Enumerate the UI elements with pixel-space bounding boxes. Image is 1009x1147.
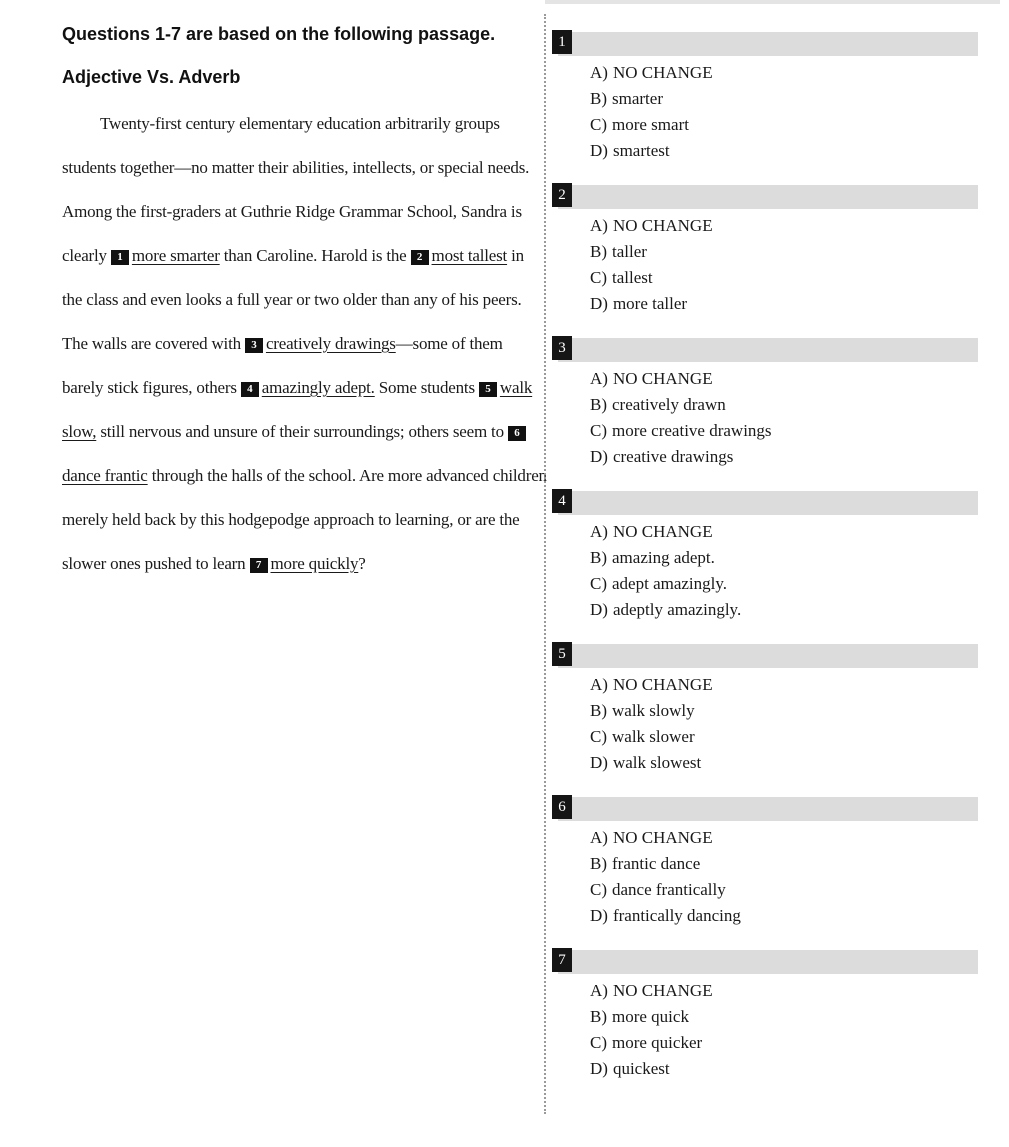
choice-text: NO CHANGE	[612, 522, 713, 541]
answer-choice-a[interactable]	[590, 825, 741, 851]
choice-letter: D)	[590, 600, 608, 619]
choice-text: adept amazingly.	[612, 574, 728, 593]
question-header-bar	[558, 644, 978, 668]
answer-choice-b[interactable]	[590, 851, 741, 877]
answer-choice-b[interactable]	[590, 545, 741, 571]
answer-choice-d[interactable]	[590, 444, 772, 470]
answer-choice-c[interactable]	[590, 418, 772, 444]
choice-text: NO CHANGE	[612, 63, 713, 82]
choice-letter: B)	[590, 395, 607, 414]
passage-segment: ?	[358, 554, 366, 573]
underlined-phrase-2: most tallest	[431, 246, 508, 265]
answer-choices	[590, 519, 741, 623]
question-marker-7: 7	[250, 558, 268, 573]
choice-letter: B)	[590, 548, 607, 567]
answer-choice-c[interactable]	[590, 112, 713, 138]
question-marker-6: 6	[508, 426, 526, 441]
question-header-bar	[558, 491, 978, 515]
choice-text: frantically dancing	[612, 906, 741, 925]
question-header-bar	[558, 338, 978, 362]
answer-choice-c[interactable]	[590, 724, 713, 750]
choice-text: creative drawings	[612, 447, 734, 466]
choice-text: more smart	[612, 115, 689, 134]
question-number: 6	[552, 795, 572, 819]
answer-choice-a[interactable]	[590, 978, 713, 1004]
underlined-phrase-3: creatively drawings	[265, 334, 396, 353]
top-shading	[545, 0, 1000, 4]
choice-text: more quick	[612, 1007, 689, 1026]
question-number: 1	[552, 30, 572, 54]
answer-choices	[590, 213, 713, 317]
answer-choice-a[interactable]	[590, 60, 713, 86]
answer-choice-d[interactable]	[590, 903, 741, 929]
choice-letter: B)	[590, 854, 607, 873]
answer-choices	[590, 978, 713, 1082]
passage-segment: Twenty-first century elementary education arbitrarily groups students together—no matter their abilities, intellects, or special needs. Among the first-graders at Guthrie Ridge Grammar School, Sandra is clearly	[62, 114, 530, 265]
answer-choice-a[interactable]	[590, 672, 713, 698]
choice-text: frantic dance	[612, 854, 701, 873]
choice-letter: A)	[590, 63, 608, 82]
page-title: Questions 1-7 are based on the following passage.	[62, 24, 496, 44]
answer-choice-d[interactable]	[590, 138, 713, 164]
choice-letter: A)	[590, 675, 608, 694]
question-number: 2	[552, 183, 572, 207]
question-marker-4: 4	[241, 382, 259, 397]
choice-letter: D)	[590, 753, 608, 772]
choice-text: more quicker	[612, 1033, 703, 1052]
choice-letter: D)	[590, 294, 608, 313]
question-marker-3: 3	[245, 338, 263, 353]
choice-letter: B)	[590, 242, 607, 261]
choice-letter: A)	[590, 216, 608, 235]
answer-choice-c[interactable]	[590, 265, 713, 291]
question-header-bar	[558, 185, 978, 209]
choice-text: taller	[612, 242, 647, 261]
choice-text: tallest	[612, 268, 653, 287]
choice-letter: A)	[590, 828, 608, 847]
choice-letter: B)	[590, 701, 607, 720]
choice-letter: C)	[590, 574, 607, 593]
answer-choice-b[interactable]	[590, 392, 772, 418]
choice-text: NO CHANGE	[612, 216, 713, 235]
answer-choice-a[interactable]	[590, 213, 713, 239]
question-number: 4	[552, 489, 572, 513]
column-divider	[544, 14, 546, 1114]
question-header-bar	[558, 32, 978, 56]
choice-text: NO CHANGE	[612, 369, 713, 388]
choice-letter: D)	[590, 1059, 608, 1078]
answer-choice-c[interactable]	[590, 877, 741, 903]
answer-choices	[590, 672, 713, 776]
underlined-phrase-6: dance frantic	[62, 466, 148, 485]
choice-letter: C)	[590, 421, 607, 440]
question-number: 7	[552, 948, 572, 972]
choice-text: walk slower	[612, 727, 695, 746]
answer-choice-b[interactable]	[590, 86, 713, 112]
answer-choice-a[interactable]	[590, 366, 772, 392]
choice-letter: C)	[590, 880, 607, 899]
passage-segment: in the class and even looks a full year or two older than any of his peers. The walls are covered with	[62, 246, 524, 353]
underlined-phrase-4: amazingly adept.	[261, 378, 375, 397]
question-marker-2: 2	[411, 250, 429, 265]
choice-letter: C)	[590, 268, 607, 287]
answer-choice-d[interactable]	[590, 1056, 713, 1082]
answer-choice-b[interactable]	[590, 698, 713, 724]
answer-choice-d[interactable]	[590, 597, 741, 623]
choice-letter: D)	[590, 906, 608, 925]
passage-column	[62, 20, 547, 586]
choice-text: walk slowest	[612, 753, 702, 772]
choice-text: walk slowly	[612, 701, 695, 720]
answer-choice-c[interactable]	[590, 1030, 713, 1056]
choice-letter: C)	[590, 1033, 607, 1052]
choice-letter: B)	[590, 89, 607, 108]
underlined-phrase-1: more smarter	[131, 246, 220, 265]
answer-choice-b[interactable]	[590, 239, 713, 265]
question-marker-1: 1	[111, 250, 129, 265]
choice-letter: B)	[590, 1007, 607, 1026]
passage-segment: —some of them barely stick figures, others	[62, 334, 503, 397]
answer-choice-c[interactable]	[590, 571, 741, 597]
choice-text: smartest	[612, 141, 670, 160]
passage-segment: still nervous and unsure of their surroundings; others seem to	[96, 422, 508, 441]
answer-choice-d[interactable]	[590, 750, 713, 776]
choice-text: adeptly amazingly.	[612, 600, 742, 619]
choice-text: creatively drawn	[612, 395, 726, 414]
choice-letter: A)	[590, 981, 608, 1000]
answer-choice-a[interactable]	[590, 519, 741, 545]
answer-choices	[590, 366, 772, 470]
question-marker-5: 5	[479, 382, 497, 397]
choice-letter: C)	[590, 727, 607, 746]
choice-text: smarter	[612, 89, 663, 108]
answer-choice-d[interactable]	[590, 291, 713, 317]
passage-segment: through the halls of the school. Are more advanced children merely held back by this hodgepodge approach to learning, or are the slower ones pushed to learn	[62, 466, 547, 573]
answer-choices	[590, 60, 713, 164]
choice-text: dance frantically	[612, 880, 726, 899]
section-title: Adjective Vs. Adverb	[62, 67, 241, 87]
choice-text: quickest	[612, 1059, 670, 1078]
choice-text: amazing adept.	[612, 548, 715, 567]
answer-choices	[590, 825, 741, 929]
choice-letter: C)	[590, 115, 607, 134]
passage-text	[62, 102, 547, 586]
answer-choice-b[interactable]	[590, 1004, 713, 1030]
choice-letter: A)	[590, 369, 608, 388]
question-header-bar	[558, 950, 978, 974]
choice-letter: D)	[590, 447, 608, 466]
question-header-bar	[558, 797, 978, 821]
choice-letter: A)	[590, 522, 608, 541]
passage-segment: Some students	[374, 378, 479, 397]
underlined-phrase-7: more quickly	[270, 554, 359, 573]
choice-text: more creative drawings	[612, 421, 772, 440]
passage-segment: than Caroline. Harold is the	[219, 246, 411, 265]
choice-letter: D)	[590, 141, 608, 160]
choice-text: NO CHANGE	[612, 675, 713, 694]
question-number: 3	[552, 336, 572, 360]
choice-text: NO CHANGE	[612, 828, 713, 847]
choice-text: NO CHANGE	[612, 981, 713, 1000]
choice-text: more taller	[612, 294, 688, 313]
underlined-phrase-5: walk slow,	[62, 378, 533, 441]
question-number: 5	[552, 642, 572, 666]
